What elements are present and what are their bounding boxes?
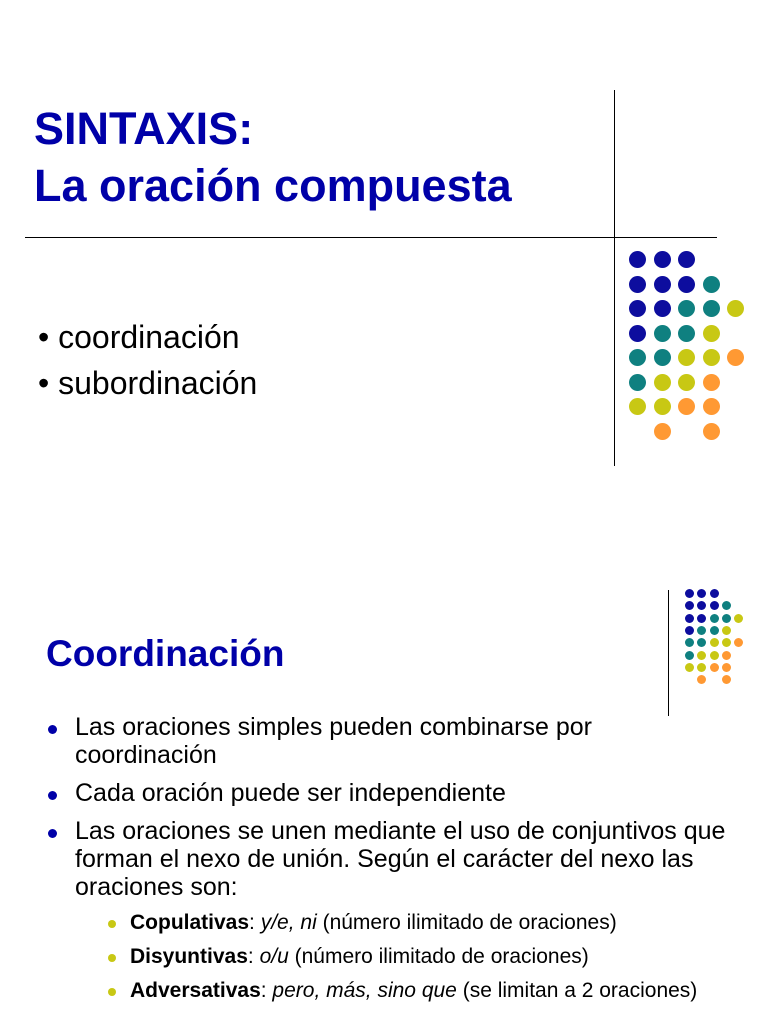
slide1-bullet-coordinacion: • coordinación bbox=[38, 314, 257, 360]
dot-orange bbox=[722, 663, 731, 672]
dot-teal bbox=[710, 614, 719, 623]
dot-teal bbox=[710, 626, 719, 635]
dot-blue bbox=[629, 325, 646, 342]
dot-blue bbox=[685, 614, 694, 623]
dot-teal bbox=[654, 349, 671, 366]
dot-olive bbox=[703, 325, 720, 342]
slide2-title: Coordinación bbox=[46, 633, 285, 674]
dot-orange bbox=[722, 651, 731, 660]
dot-teal bbox=[629, 374, 646, 391]
slide1-vertical-rule bbox=[614, 90, 615, 466]
list-item: Cada oración puede ser independiente bbox=[0, 779, 768, 807]
dot-blue bbox=[710, 601, 719, 610]
dot-blue bbox=[654, 251, 671, 268]
dot-blue bbox=[629, 251, 646, 268]
dot-olive bbox=[734, 614, 743, 623]
slide1-bullet-subordinacion: • subordinación bbox=[38, 360, 257, 406]
slide2-bullet-list bbox=[0, 713, 768, 1013]
dot-olive bbox=[654, 398, 671, 415]
dot-blue bbox=[654, 276, 671, 293]
slide1-bullet-list bbox=[38, 314, 257, 406]
dot-olive bbox=[722, 626, 731, 635]
dot-orange bbox=[727, 349, 744, 366]
dot-teal bbox=[685, 651, 694, 660]
bullet-dot bbox=[48, 829, 57, 838]
dot-olive bbox=[727, 300, 744, 317]
dot-orange bbox=[703, 423, 720, 440]
slide1-title-line2: La oración compuesta bbox=[34, 160, 512, 211]
dot-blue bbox=[697, 614, 706, 623]
dot-blue bbox=[685, 626, 694, 635]
dot-blue bbox=[685, 589, 694, 598]
dot-blue bbox=[629, 300, 646, 317]
dot-orange bbox=[722, 675, 731, 684]
list-item: Las oraciones simples pueden combinarse por coordinación bbox=[0, 713, 768, 769]
dot-blue bbox=[710, 589, 719, 598]
dot-orange bbox=[678, 398, 695, 415]
dot-olive bbox=[678, 349, 695, 366]
dot-orange bbox=[703, 374, 720, 391]
dot-teal bbox=[678, 300, 695, 317]
dot-olive bbox=[685, 663, 694, 672]
dot-olive bbox=[629, 398, 646, 415]
dot-teal bbox=[678, 325, 695, 342]
slide2-vertical-rule bbox=[668, 590, 669, 716]
bullet-dot bbox=[48, 725, 57, 734]
sub-list-item-copulativas: Copulativas: y/e, ni (número ilimitado de oraciones) bbox=[0, 911, 768, 935]
dot-olive bbox=[697, 651, 706, 660]
slide1-title bbox=[34, 100, 512, 214]
dot-olive bbox=[703, 349, 720, 366]
dot-olive bbox=[710, 638, 719, 647]
dot-olive bbox=[678, 374, 695, 391]
dot-teal bbox=[629, 349, 646, 366]
dot-blue bbox=[654, 300, 671, 317]
sub-list-item-disyuntivas: Disyuntivas: o/u (número ilimitado de oraciones) bbox=[0, 945, 768, 969]
sub-list-item-adversativas: Adversativas: pero, más, sino que (se limitan a 2 oraciones) bbox=[0, 979, 768, 1003]
dot-blue bbox=[629, 276, 646, 293]
list-item: Las oraciones se unen mediante el uso de conjuntivos que forman el nexo de unión. Según el carácter del nexo las oraciones son: bbox=[0, 817, 768, 901]
dot-orange bbox=[703, 398, 720, 415]
dot-teal bbox=[722, 614, 731, 623]
slide1-horizontal-rule bbox=[25, 237, 717, 238]
dot-blue bbox=[678, 251, 695, 268]
sub-bullet-dot bbox=[108, 988, 116, 996]
sub-bullet-dot bbox=[108, 920, 116, 928]
dot-olive bbox=[710, 651, 719, 660]
bullet-dot bbox=[48, 791, 57, 800]
dot-teal bbox=[703, 300, 720, 317]
dot-orange bbox=[710, 663, 719, 672]
dot-orange bbox=[654, 423, 671, 440]
sub-bullet-dot bbox=[108, 954, 116, 962]
dot-olive bbox=[654, 374, 671, 391]
dot-teal bbox=[654, 325, 671, 342]
dot-blue bbox=[678, 276, 695, 293]
slide1-title-line1: SINTAXIS: bbox=[34, 103, 254, 154]
dot-teal bbox=[703, 276, 720, 293]
